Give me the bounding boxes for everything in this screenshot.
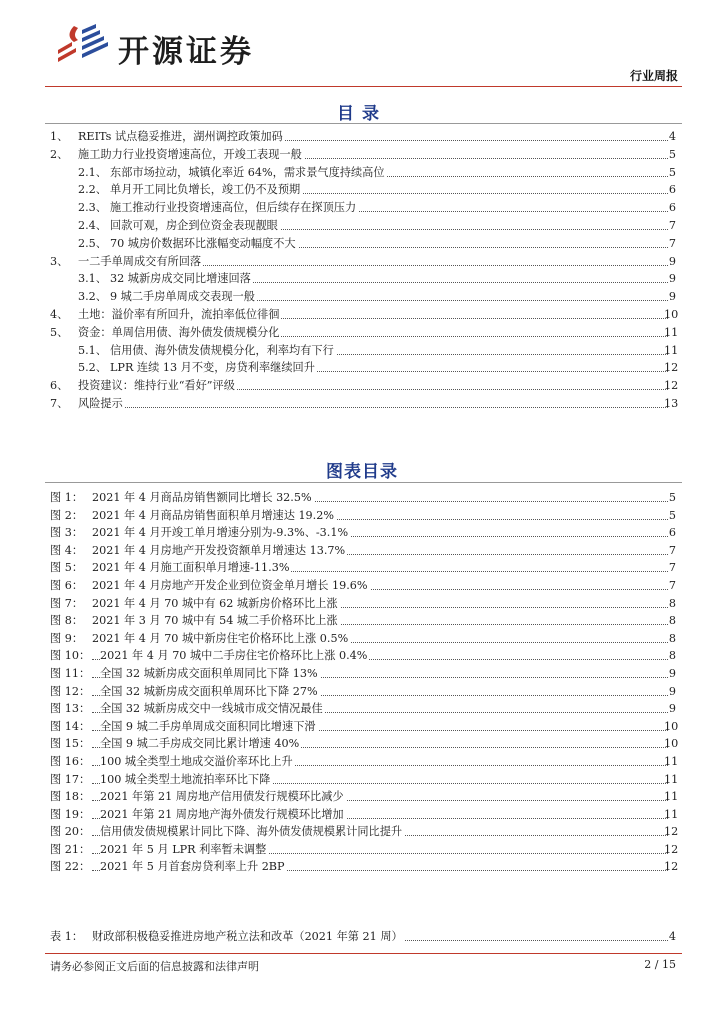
- entry-title: 2021 年 4 月 70 城中有 62 城新房价格环比上涨: [92, 595, 340, 613]
- toc-entry-link[interactable]: [0, 771, 724, 789]
- entry-number: 5.2、: [78, 361, 107, 375]
- entry-page-number: 12: [664, 379, 679, 393]
- entry-number: 图 14：: [50, 719, 91, 733]
- entry-number: 图 16：: [50, 754, 91, 768]
- entry-title: 单月开工同比负增长，竣工仍不及预期: [110, 181, 302, 199]
- entry-page-number: 11: [664, 772, 679, 786]
- entry-number: 5、: [50, 325, 69, 339]
- entry-title: 全国 32 城新房成交面积单周同比下降 13%: [100, 665, 320, 683]
- entry-title: 100 城全类型土地流拍率环比下降: [100, 771, 272, 789]
- entry-number: 图 19：: [50, 807, 91, 821]
- entry-title: 资金：单周信用债、海外债发债规模分化: [78, 324, 281, 342]
- tables-list: [0, 928, 724, 945]
- toc-entry-link[interactable]: [0, 377, 724, 395]
- toc-entry-link[interactable]: [0, 647, 724, 665]
- entry-title: 2021 年 4 月施工面积单月增速-11.3%: [92, 559, 291, 577]
- entry-title: 2021 年 3 月 70 城中有 54 城二手价格环比上涨: [92, 612, 340, 630]
- toc-entry-link[interactable]: [0, 700, 724, 718]
- entry-number: 图 20：: [50, 825, 91, 839]
- entry-title: 信用债发债规模累计同比下降、海外债发债规模累计同比提升: [100, 823, 404, 841]
- entry-title: 70 城房价数据环比涨幅变动幅度不大: [110, 235, 298, 253]
- entry-title: 全国 32 城新房成交面积单周环比下降 27%: [100, 683, 320, 701]
- entry-page-number: 9: [668, 254, 676, 268]
- toc-entry-link[interactable]: [0, 253, 724, 271]
- entry-number: 3、: [50, 254, 69, 268]
- entry-page-number: 12: [664, 860, 679, 874]
- toc-entry-link[interactable]: [0, 306, 724, 324]
- brand-name: 开源证券: [118, 34, 254, 70]
- entry-title: 2021 年 4 月房地产开发企业到位资金单月增长 19.6%: [92, 577, 370, 595]
- toc-entry-link[interactable]: [0, 489, 724, 507]
- entry-page-number: 4: [668, 130, 676, 143]
- toc-entry-link[interactable]: [0, 788, 724, 806]
- toc-entry-link[interactable]: [0, 524, 724, 542]
- toc-entry-link[interactable]: [0, 735, 724, 753]
- toc-entry-link[interactable]: [0, 753, 724, 771]
- toc-entry-link[interactable]: [0, 164, 724, 182]
- toc-entry-link[interactable]: [0, 841, 724, 859]
- entry-number: 图 8：: [50, 614, 84, 628]
- entry-number: 7、: [50, 396, 69, 410]
- footer-disclaimer: 请务必参阅正文后面的信息披露和法律声明: [50, 960, 259, 973]
- toc-entry-link[interactable]: [0, 181, 724, 199]
- entry-page-number: 9: [668, 272, 676, 286]
- entry-number: 图 11：: [50, 666, 91, 680]
- entry-number: 图 7：: [50, 596, 84, 610]
- entry-title: 土地：溢价率有所回升，流拍率低位徘徊: [78, 306, 281, 324]
- footer-page-number: 2 / 15: [644, 958, 676, 971]
- entry-number: 图 9：: [50, 631, 84, 645]
- entry-number: 6、: [50, 379, 69, 393]
- entry-number: 图 6：: [50, 578, 84, 592]
- entry-page-number: 6: [668, 183, 676, 197]
- entry-title: 全国 9 城二手房单周成交面积同比增速下滑: [100, 718, 318, 736]
- entry-number: 2.5、: [78, 236, 107, 250]
- entry-title: 32 城新房成交同比增速回落: [110, 270, 253, 288]
- entry-page-number: 7: [668, 543, 676, 557]
- entry-page-number: 9: [668, 666, 676, 680]
- entry-page-number: 5: [668, 147, 676, 161]
- entry-number: 图 12：: [50, 684, 91, 698]
- toc-list: [0, 128, 724, 413]
- toc-entry-link[interactable]: [0, 128, 724, 146]
- entry-page-number: 7: [668, 236, 676, 250]
- toc-entry-link[interactable]: [0, 235, 724, 253]
- entry-title: REITs 试点稳妥推进，湖州调控政策加码: [78, 128, 285, 146]
- entry-page-number: 11: [664, 325, 679, 339]
- entry-number: 图 5：: [50, 561, 84, 575]
- entry-page-number: 8: [668, 614, 676, 628]
- entry-number: 4、: [50, 307, 69, 321]
- footer-divider: [45, 953, 682, 954]
- entry-title: 东部市场拉动，城镇化率近 64%，需求景气度持续高位: [110, 164, 387, 182]
- toc-entry-link[interactable]: [0, 823, 724, 841]
- entry-number: 图 22：: [50, 860, 91, 874]
- entry-number: 5.1、: [78, 343, 107, 357]
- entry-number: 2.2、: [78, 183, 107, 197]
- entry-title: 9 城二手房单周成交表现一般: [110, 288, 257, 306]
- toc-entry-link[interactable]: [0, 577, 724, 595]
- dot-leader: [78, 407, 668, 408]
- entry-title: 一二手单周成交有所回落: [78, 253, 203, 271]
- entry-number: 图 1：: [50, 491, 84, 504]
- entry-page-number: 8: [668, 631, 676, 645]
- entry-title: LPR 连续 13 月不变，房贷利率继续回升: [110, 359, 317, 377]
- page-header: [0, 0, 724, 90]
- entry-title: 2021 年 5 月首套房贷利率上升 2BP: [100, 858, 287, 876]
- entry-number: 2.3、: [78, 201, 107, 215]
- entry-title: 2021 年 4 月 70 城中二手房住宅价格环比上涨 0.4%: [100, 647, 369, 665]
- toc-entry-link[interactable]: [0, 146, 724, 164]
- entry-title: 施工助力行业投资增速高位，开竣工表现一般: [78, 146, 304, 164]
- figures-title-divider: [45, 482, 682, 483]
- entry-page-number: 5: [668, 508, 676, 522]
- toc-entry-link[interactable]: [0, 542, 724, 560]
- entry-title: 全国 9 城二手房成交同比累计增速 40%: [100, 735, 301, 753]
- figures-title: 图表目录: [326, 462, 398, 482]
- entry-number: 图 4：: [50, 543, 84, 557]
- entry-title: 施工推动行业投资增速高位，但后续存在探顶压力: [110, 199, 358, 217]
- toc-entry-link[interactable]: [0, 665, 724, 683]
- report-type: 行业周报: [629, 69, 678, 83]
- entry-page-number: 7: [668, 218, 676, 232]
- entry-number: 2.4、: [78, 218, 107, 232]
- entry-title: 投资建议：维持行业“看好”评级: [78, 377, 237, 395]
- toc-entry-link[interactable]: [0, 270, 724, 288]
- entry-page-number: 10: [664, 307, 679, 321]
- entry-title: 财政部积极稳妥推进房地产税立法和改革（2021 年第 21 周）: [92, 928, 405, 945]
- header-divider: [45, 86, 682, 87]
- entry-number: 图 10：: [50, 649, 91, 663]
- entry-title: 2021 年 4 月 70 城中新房住宅价格环比上涨 0.5%: [92, 630, 350, 648]
- toc-title-divider: [45, 123, 682, 124]
- entry-title: 2021 年 4 月房地产开发投资额单月增速达 13.7%: [92, 542, 347, 560]
- toc-entry-link[interactable]: [0, 359, 724, 377]
- entry-title: 100 城全类型土地成交溢价率环比上升: [100, 753, 295, 771]
- toc-entry-link[interactable]: [0, 324, 724, 342]
- entry-page-number: 5: [668, 491, 676, 504]
- entry-number: 图 3：: [50, 526, 84, 540]
- toc-entry-link[interactable]: [0, 559, 724, 577]
- entry-page-number: 6: [668, 201, 676, 215]
- toc-entry-link[interactable]: [0, 928, 724, 945]
- entry-title: 2021 年第 21 周房地产信用债发行规模环比减少: [100, 788, 346, 806]
- entry-number: 图 18：: [50, 790, 91, 804]
- entry-number: 图 2：: [50, 508, 84, 522]
- entry-title: 2021 年第 21 周房地产海外债发行规模环比增加: [100, 806, 346, 824]
- entry-page-number: 9: [668, 702, 676, 716]
- entry-number: 3.1、: [78, 272, 107, 286]
- entry-page-number: 6: [668, 526, 676, 540]
- entry-page-number: 12: [664, 842, 679, 856]
- kaiyuan-logo-icon: [52, 20, 112, 66]
- entry-title: 信用债、海外债发债规模分化，利率均有下行: [110, 342, 336, 360]
- entry-page-number: 11: [664, 343, 679, 357]
- entry-page-number: 8: [668, 649, 676, 663]
- entry-page-number: 5: [668, 165, 676, 179]
- toc-entry-link[interactable]: [0, 342, 724, 360]
- toc-entry-link[interactable]: [0, 507, 724, 525]
- entry-page-number: 12: [664, 825, 679, 839]
- entry-title: 2021 年 4 月商品房销售面积单月增速达 19.2%: [92, 507, 336, 525]
- toc-entry-link[interactable]: [0, 612, 724, 630]
- entry-page-number: 7: [668, 561, 676, 575]
- entry-title: 回款可观，房企到位资金表现靓眼: [110, 217, 280, 235]
- entry-title: 2021 年 5 月 LPR 利率暂未调整: [100, 841, 268, 859]
- entry-page-number: 11: [664, 754, 679, 768]
- entry-page-number: 4: [668, 930, 676, 943]
- toc-entry-link[interactable]: [0, 630, 724, 648]
- toc-entry-link[interactable]: [0, 395, 724, 413]
- toc-entry-link[interactable]: [0, 806, 724, 824]
- entry-page-number: 11: [664, 790, 679, 804]
- entry-number: 2.1、: [78, 165, 107, 179]
- entry-page-number: 9: [668, 290, 676, 304]
- entry-page-number: 10: [664, 719, 679, 733]
- toc-entry-link[interactable]: [0, 718, 724, 736]
- entry-number: 图 15：: [50, 737, 91, 751]
- toc-entry-link[interactable]: [0, 217, 724, 235]
- toc-entry-link[interactable]: [0, 858, 724, 876]
- entry-page-number: 10: [664, 737, 679, 751]
- entry-page-number: 8: [668, 596, 676, 610]
- entry-title: 全国 32 城新房成交中一线城市成交情况最佳: [100, 700, 325, 718]
- entry-page-number: 13: [664, 396, 679, 410]
- entry-page-number: 7: [668, 578, 676, 592]
- entry-number: 3.2、: [78, 290, 107, 304]
- toc-title: 目录: [337, 104, 387, 124]
- toc-entry-link[interactable]: [0, 199, 724, 217]
- entry-number: 图 17：: [50, 772, 91, 786]
- entry-page-number: 9: [668, 684, 676, 698]
- entry-number: 图 13：: [50, 702, 91, 716]
- toc-entry-link[interactable]: [0, 683, 724, 701]
- entry-page-number: 12: [664, 361, 679, 375]
- entry-number: 2、: [50, 147, 69, 161]
- entry-number: 1、: [50, 130, 69, 143]
- entry-number: 图 21：: [50, 842, 91, 856]
- entry-title: 风险提示: [78, 395, 125, 413]
- entry-title: 2021 年 4 月商品房销售额同比增长 32.5%: [92, 489, 314, 507]
- entry-page-number: 11: [664, 807, 679, 821]
- entry-title: 2021 年 4 月开竣工单月增速分别为-9.3%、-3.1%: [92, 524, 350, 542]
- figures-list: [0, 489, 724, 876]
- toc-entry-link[interactable]: [0, 595, 724, 613]
- toc-entry-link[interactable]: [0, 288, 724, 306]
- entry-number: 表 1：: [50, 930, 84, 943]
